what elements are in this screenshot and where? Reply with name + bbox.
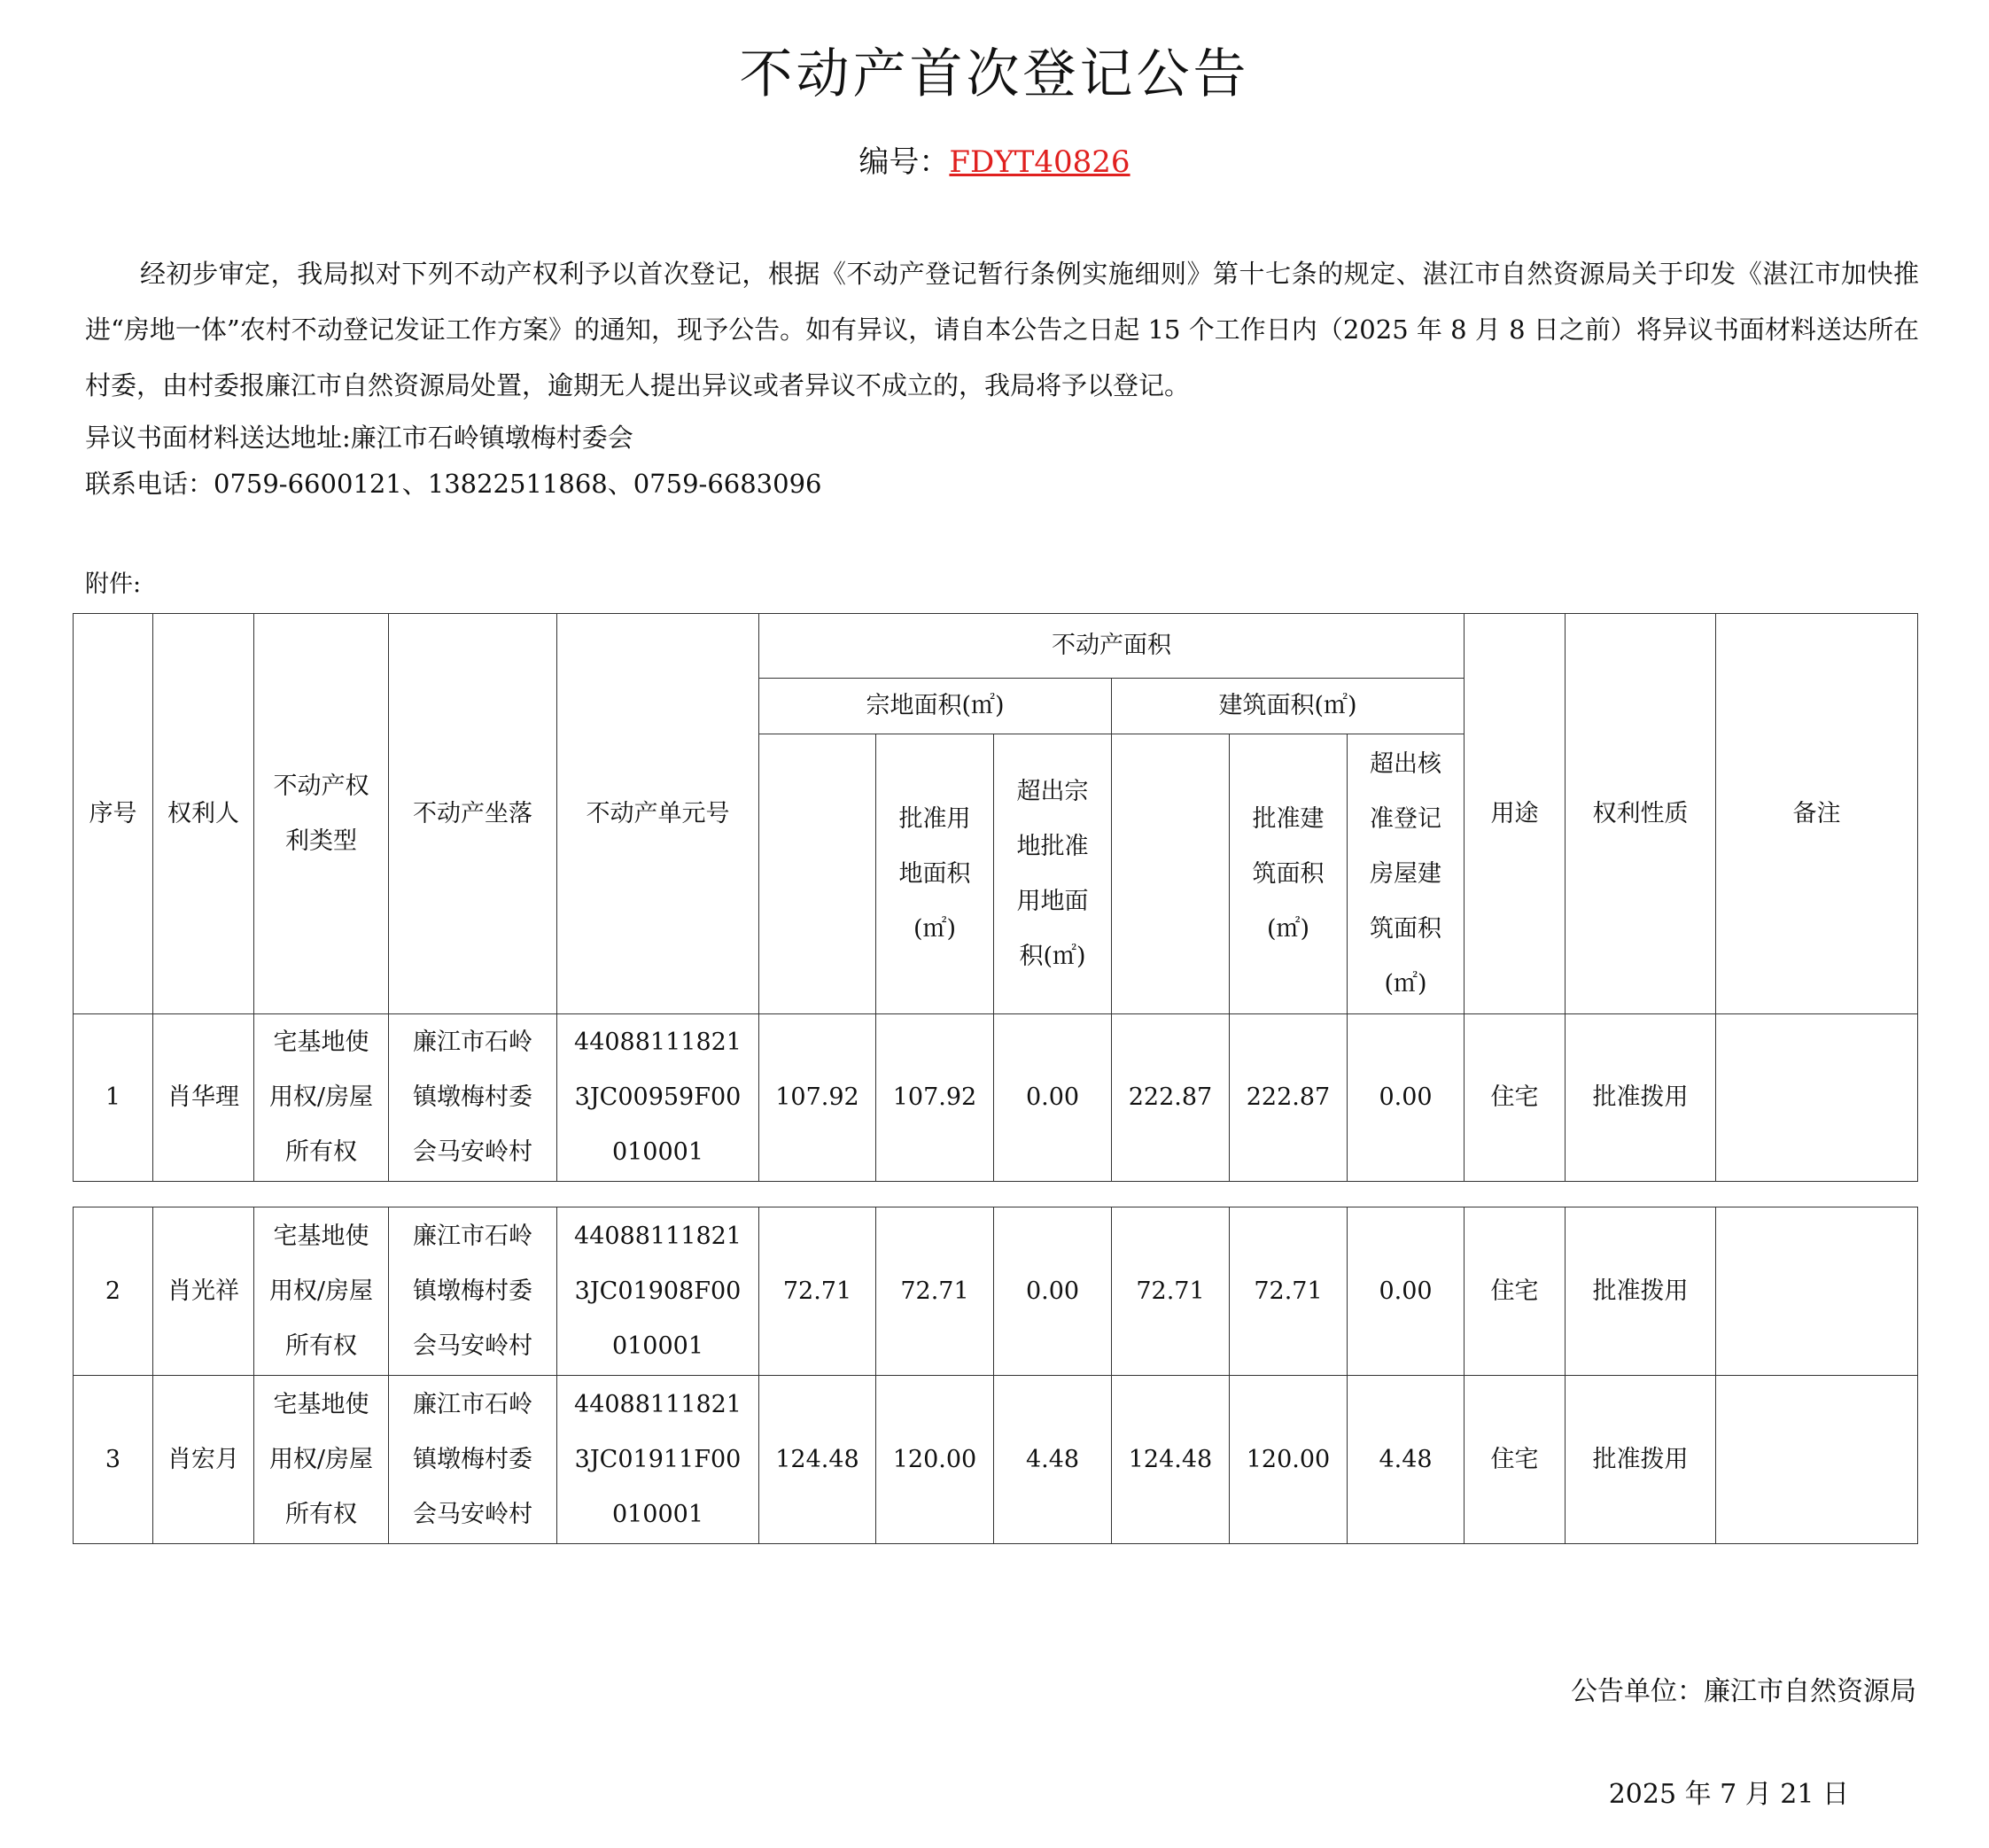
header-building-excess: 超出核准登记房屋建筑面积(㎡) xyxy=(1348,734,1465,1014)
date-line: 2025 年 7 月 21 日 xyxy=(1608,1779,1849,1810)
phone-line: 联系电话：0759-6600121、13822511868、0759-6683096 xyxy=(85,469,822,499)
cell-remark xyxy=(1716,1014,1918,1182)
address-line: 异议书面材料送达地址:廉江市石岭镇墩梅村委会 xyxy=(85,423,633,453)
cell-nature: 批准拨用 xyxy=(1566,1014,1716,1182)
cell-holder: 肖光祥 xyxy=(153,1207,254,1376)
cell-land-excess: 0.00 xyxy=(994,1014,1112,1182)
cell-right-type: 宅基地使用权/房屋所有权 xyxy=(254,1376,389,1544)
cell-right-type: 宅基地使用权/房屋所有权 xyxy=(254,1014,389,1182)
registration-table-2 xyxy=(73,1207,1918,1544)
cell-unit-no: 440881118213JC01908F00010001 xyxy=(557,1207,759,1376)
issuer-line: 公告单位：廉江市自然资源局 xyxy=(1571,1676,1916,1707)
cell-right-type: 宅基地使用权/房屋所有权 xyxy=(254,1207,389,1376)
notice-body xyxy=(85,246,1919,414)
cell-remark xyxy=(1716,1376,1918,1544)
cell-building-approved: 72.71 xyxy=(1230,1207,1348,1376)
cell-location: 廉江市石岭镇墩梅村委会马安岭村 xyxy=(389,1014,557,1182)
header-building-area-group: 建筑面积(㎡) xyxy=(1112,679,1465,734)
cell-holder: 肖宏月 xyxy=(153,1376,254,1544)
cell-location: 廉江市石岭镇墩梅村委会马安岭村 xyxy=(389,1376,557,1544)
header-seq: 序号 xyxy=(74,614,153,1014)
cell-building-excess: 4.48 xyxy=(1348,1376,1465,1544)
header-nature: 权利性质 xyxy=(1566,614,1716,1014)
cell-usage: 住宅 xyxy=(1465,1014,1566,1182)
serial-label: 编号： xyxy=(859,144,950,180)
cell-seq: 1 xyxy=(74,1014,153,1182)
cell-nature: 批准拨用 xyxy=(1566,1376,1716,1544)
cell-holder: 肖华理 xyxy=(153,1014,254,1182)
header-unit-no: 不动产单元号 xyxy=(557,614,759,1014)
cell-land-approved: 72.71 xyxy=(876,1207,994,1376)
cell-building-area: 72.71 xyxy=(1112,1207,1230,1376)
header-land-area-group: 宗地面积(㎡) xyxy=(759,679,1112,734)
header-area-group: 不动产面积 xyxy=(759,614,1465,679)
table-row xyxy=(74,1014,1918,1182)
cell-land-area: 72.71 xyxy=(759,1207,876,1376)
header-location: 不动产坐落 xyxy=(389,614,557,1014)
cell-land-excess: 0.00 xyxy=(994,1207,1112,1376)
cell-land-area: 107.92 xyxy=(759,1014,876,1182)
cell-building-excess: 0.00 xyxy=(1348,1014,1465,1182)
table-row xyxy=(74,1376,1918,1544)
header-remark: 备注 xyxy=(1716,614,1918,1014)
cell-building-excess: 0.00 xyxy=(1348,1207,1465,1376)
cell-land-approved: 107.92 xyxy=(876,1014,994,1182)
cell-seq: 3 xyxy=(74,1376,153,1544)
header-building-area xyxy=(1112,734,1230,1014)
document-title: 不动产首次登记公告 xyxy=(739,43,1250,105)
cell-land-approved: 120.00 xyxy=(876,1376,994,1544)
header-land-area xyxy=(759,734,876,1014)
header-usage: 用途 xyxy=(1465,614,1566,1014)
notice-paragraph: 经初步审定，我局拟对下列不动产权利予以首次登记，根据《不动产登记暂行条例实施细则》第十七条的规定、湛江市自然资源局关于印发《湛江市加快推进“房地一体”农村不动登记发证工作方案》的通知，现予公告。如有异议，请自本公告之日起 15 个工作日内（2025 年 8 月 8 日之前）将异议书面材料送达所在村委，由村委报廉江市自然资源局处置，逾期无人提出异议或者异议不成立的，我局将予以登记。 xyxy=(85,259,1919,400)
header-land-excess: 超出宗地批准用地面积(㎡) xyxy=(994,734,1112,1014)
cell-usage: 住宅 xyxy=(1465,1207,1566,1376)
attachment-label: 附件: xyxy=(85,571,142,598)
cell-unit-no: 440881118213JC01911F00010001 xyxy=(557,1376,759,1544)
serial-number: FDYT40826 xyxy=(949,144,1130,180)
header-right-type: 不动产权利类型 xyxy=(254,614,389,1014)
cell-land-area: 124.48 xyxy=(759,1376,876,1544)
cell-location: 廉江市石岭镇墩梅村委会马安岭村 xyxy=(389,1207,557,1376)
cell-land-excess: 4.48 xyxy=(994,1376,1112,1544)
table-row xyxy=(74,1207,1918,1376)
cell-building-approved: 120.00 xyxy=(1230,1376,1348,1544)
header-holder: 权利人 xyxy=(153,614,254,1014)
serial-line xyxy=(0,140,1989,184)
cell-usage: 住宅 xyxy=(1465,1376,1566,1544)
registration-table-1 xyxy=(73,613,1918,1182)
cell-building-area: 124.48 xyxy=(1112,1376,1230,1544)
cell-seq: 2 xyxy=(74,1207,153,1376)
cell-building-approved: 222.87 xyxy=(1230,1014,1348,1182)
cell-remark xyxy=(1716,1207,1918,1376)
cell-building-area: 222.87 xyxy=(1112,1014,1230,1182)
header-land-approved: 批准用地面积(㎡) xyxy=(876,734,994,1014)
cell-unit-no: 440881118213JC00959F00010001 xyxy=(557,1014,759,1182)
cell-nature: 批准拨用 xyxy=(1566,1207,1716,1376)
header-building-approved: 批准建筑面积(㎡) xyxy=(1230,734,1348,1014)
